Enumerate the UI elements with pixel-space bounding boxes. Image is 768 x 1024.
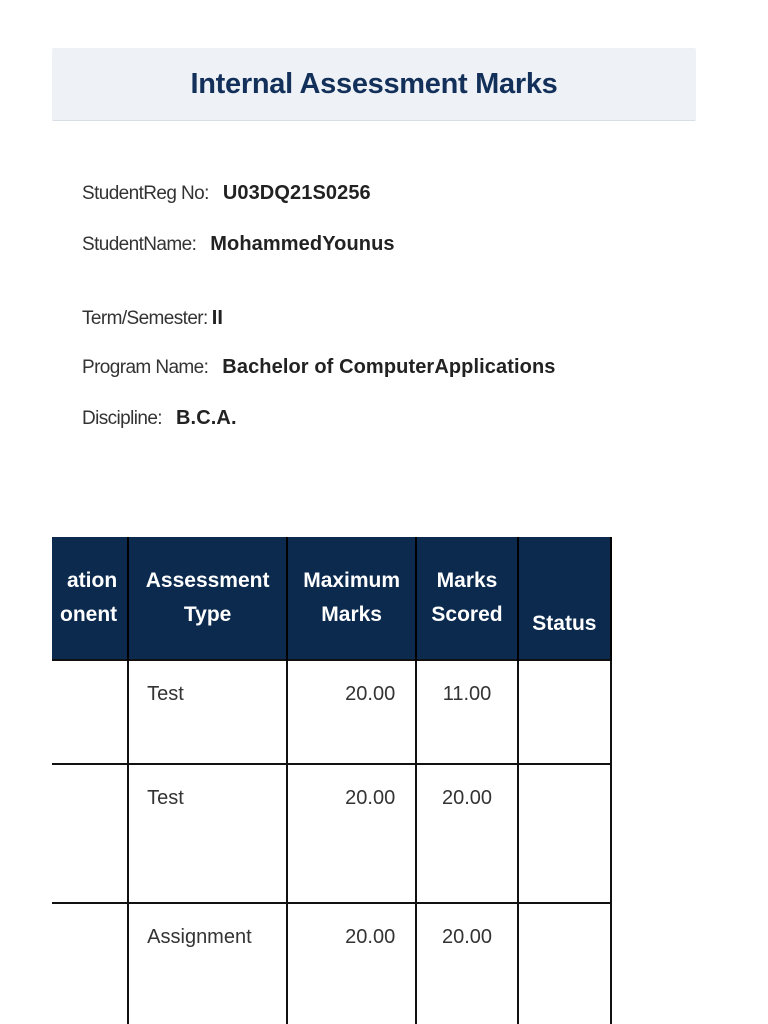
reg-no-value: U03DQ21S0256 <box>222 182 371 204</box>
cell-status <box>518 903 611 1024</box>
cell-maximum-marks: 20.00 <box>287 660 416 764</box>
cell-assessment-type: Test <box>128 764 287 903</box>
program-value: Bachelor of ComputerApplications <box>222 356 556 378</box>
reg-no-row <box>82 182 371 205</box>
discipline-label: Discipline: <box>82 408 162 429</box>
cell-component <box>52 903 128 1024</box>
term-row <box>82 307 223 330</box>
cell-status <box>518 764 611 903</box>
cell-component <box>52 660 128 764</box>
cell-status <box>518 660 611 764</box>
term-value: II <box>211 307 224 329</box>
program-row <box>82 356 556 379</box>
cell-assessment-type: Test <box>128 660 287 764</box>
marks-table <box>52 537 612 1024</box>
table-row <box>52 903 611 1024</box>
student-name-label: StudentName: <box>82 234 197 255</box>
table-row <box>52 660 611 764</box>
header-marks-scored <box>416 537 518 660</box>
header-scored-line1: Marks <box>436 569 498 592</box>
discipline-row <box>82 407 237 430</box>
cell-assessment-type: Assignment <box>128 903 287 1024</box>
table-row <box>52 764 611 903</box>
page-title: Internal Assessment Marks <box>190 67 558 100</box>
marks-table-viewport[interactable] <box>52 537 664 1024</box>
term-label: Term/Semester: <box>82 308 208 329</box>
cell-marks-scored: 11.00 <box>416 660 518 764</box>
header-max-line2: Marks <box>321 603 382 626</box>
cell-maximum-marks: 20.00 <box>287 903 416 1024</box>
header-maximum-marks <box>287 537 416 660</box>
cell-maximum-marks: 20.00 <box>287 764 416 903</box>
student-name-row <box>82 233 395 256</box>
header-component-line2: onent <box>60 603 118 626</box>
header-component-line1: ation <box>66 569 118 592</box>
cell-marks-scored: 20.00 <box>416 764 518 903</box>
cell-component <box>52 764 128 903</box>
header-scored-line2: Scored <box>431 603 503 626</box>
program-label: Program Name: <box>82 357 209 378</box>
reg-no-label: StudentReg No: <box>82 183 209 204</box>
header-assessment-type <box>128 537 287 660</box>
header-status: Status <box>518 537 611 660</box>
header-type-line1: Assessment <box>145 569 270 592</box>
header-type-line2: Type <box>183 603 232 626</box>
title-banner <box>52 48 696 121</box>
header-component <box>52 537 128 660</box>
table-header-row <box>52 537 611 660</box>
cell-marks-scored: 20.00 <box>416 903 518 1024</box>
student-name-value: MohammedYounus <box>210 233 395 255</box>
discipline-value: B.C.A. <box>176 407 237 429</box>
header-max-line1: Maximum <box>303 569 401 592</box>
